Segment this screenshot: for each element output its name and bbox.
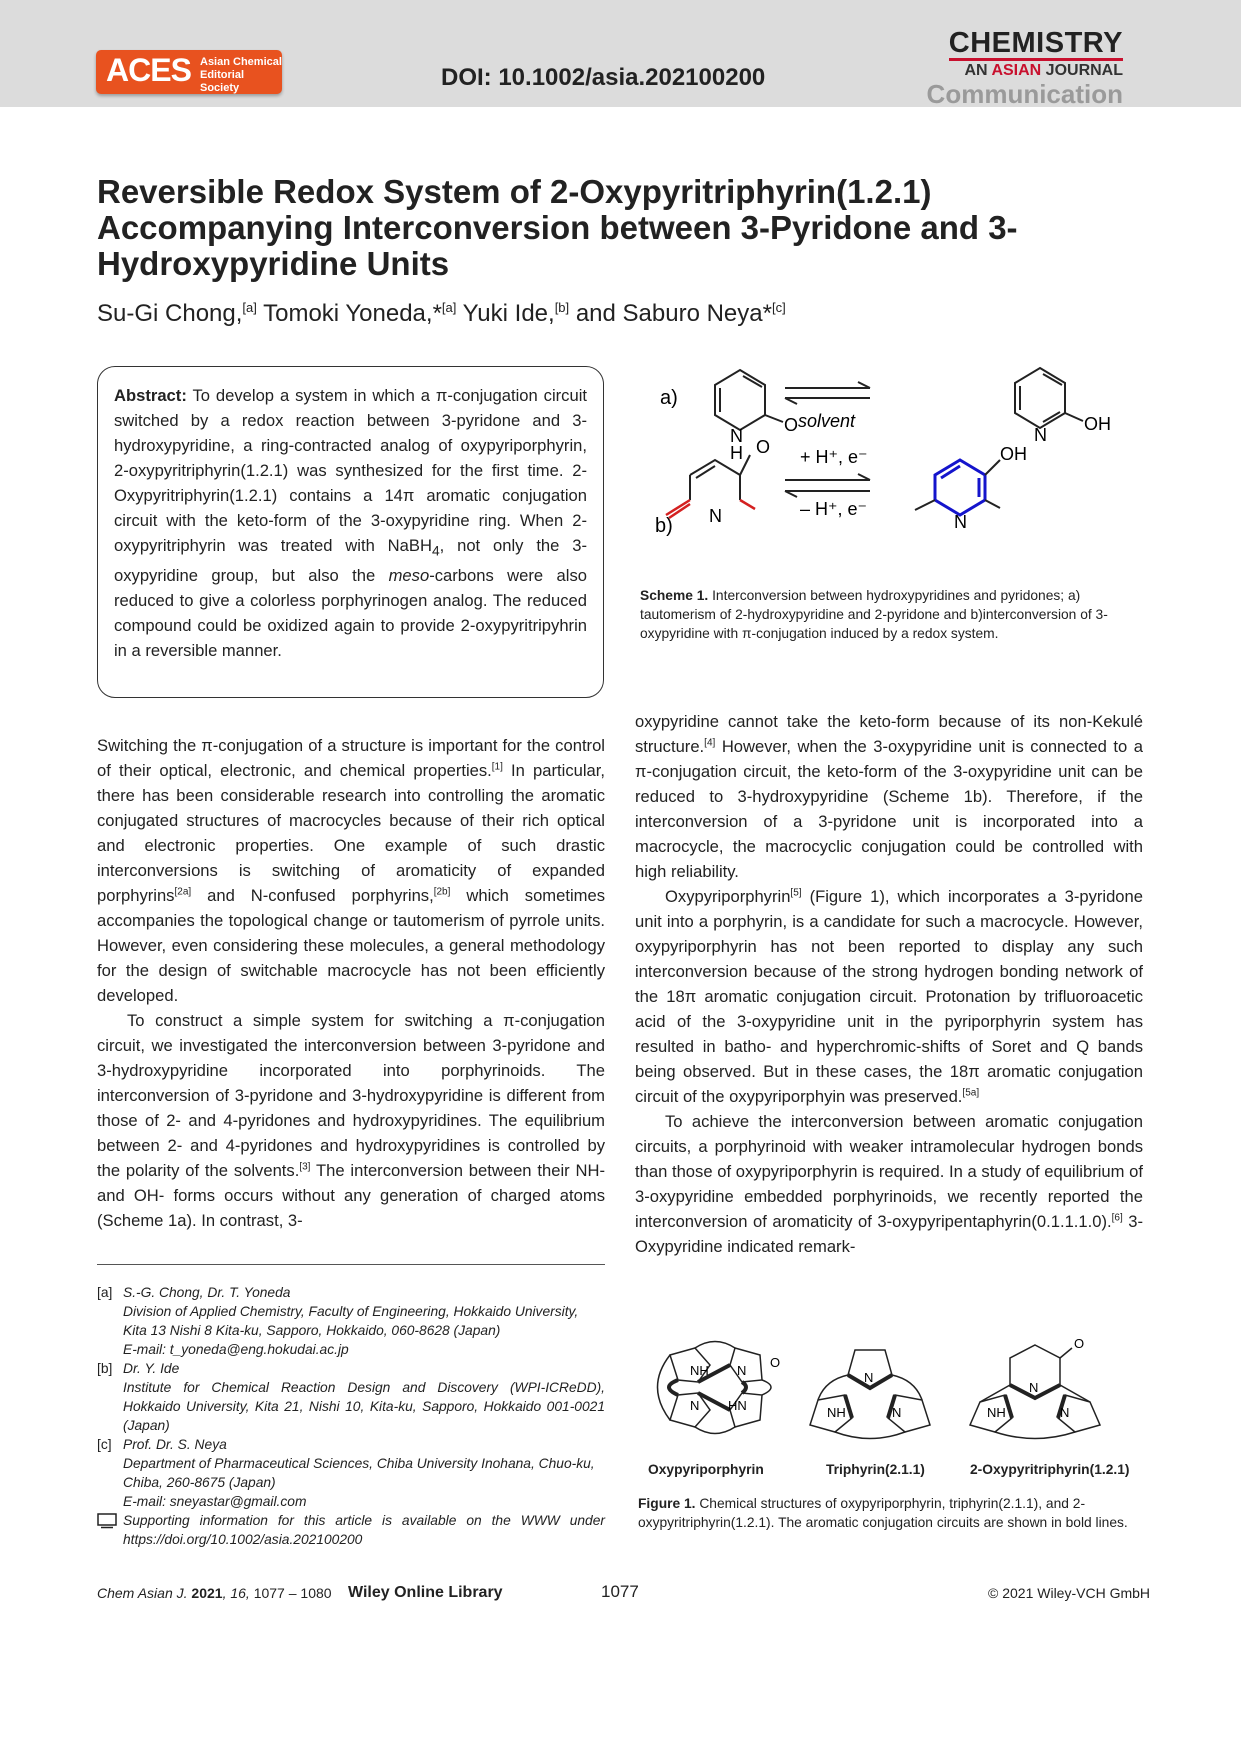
rp2-a: Oxypyriporphyrin	[665, 887, 791, 906]
journal-name-asian	[903, 61, 1123, 81]
fig-opp-o: O	[770, 1355, 781, 1370]
fig-opt-n2: N	[1060, 1405, 1070, 1420]
doi-link[interactable]: DOI: 10.1002/asia.202100200	[441, 64, 766, 91]
fn-a-email[interactable]: E-mail: t_yoneda@eng.hokudai.ac.jp	[123, 1342, 349, 1357]
hydroxypyridine-b-conjugation	[935, 460, 985, 515]
fn-c-names: Prof. Dr. S. Neya	[123, 1437, 227, 1452]
fn-a-names: S.-G. Chong, Dr. T. Yoneda	[123, 1285, 291, 1300]
fn-a-label: [a]	[97, 1285, 113, 1300]
j2-b: ASIAN	[991, 62, 1042, 79]
figure-1-caption	[638, 1494, 1144, 1532]
footer-library[interactable]: Wiley Online Library	[348, 1584, 503, 1601]
pyridone-b-n: N	[709, 506, 722, 526]
author-list	[97, 300, 786, 328]
fig-opt-nh: NH	[987, 1405, 1006, 1420]
fn-c-address: Department of Pharmaceutical Sciences, Chiba University Inohana, Chuo-ku, Chiba, 260-8675 (Japan)	[123, 1456, 595, 1490]
ref-2a[interactable]: [2a]	[174, 886, 192, 898]
fig-opt-n1: N	[1029, 1380, 1039, 1395]
author-1: Su-Gi Chong,	[97, 300, 243, 327]
ref-4[interactable]: [4]	[704, 737, 716, 749]
aces-logo-subtext	[200, 56, 282, 95]
oxypyriporphyrin-structure	[658, 1342, 772, 1434]
fig-opp-n2: N	[690, 1398, 700, 1413]
ref-3[interactable]: [3]	[299, 1161, 311, 1173]
fn-b-names: Dr. Y. Ide	[123, 1361, 180, 1376]
hydroxypyridine-n: N	[1034, 425, 1047, 445]
body-left-column	[97, 733, 605, 1233]
pyridone-structure	[715, 370, 783, 430]
scheme-1-diagram	[650, 360, 1150, 560]
footnote-c	[97, 1435, 605, 1511]
hydroxypyridine-b-oh: OH	[1000, 444, 1027, 464]
ref-2b[interactable]: [2b]	[433, 886, 451, 898]
hydroxypyridine-structure	[1015, 368, 1083, 428]
pyridone-o: O	[784, 415, 799, 435]
fig-tri-n2: N	[892, 1405, 902, 1420]
triphyrin-structure	[810, 1350, 930, 1439]
abstract-meso: meso	[388, 566, 430, 586]
fn-b-label: [b]	[97, 1361, 113, 1376]
affiliation-footnotes	[97, 1283, 605, 1549]
page-number: 1077	[601, 1582, 639, 1601]
author-4-aff: [c]	[771, 300, 786, 315]
equilibrium-arrows-a	[785, 382, 870, 404]
rp3-b: 3-Oxypyridine indicated remark-	[635, 1212, 1143, 1256]
article-type: Communication	[926, 79, 1123, 109]
lp2-b: The interconversion between their NH- and OH- forms occurs without any generation of charged atoms (Scheme 1a). In contrast, 3-	[97, 1161, 605, 1230]
j2-a: AN	[964, 62, 992, 79]
scheme-1-caption	[640, 586, 1140, 643]
rp1-a: oxypyridine cannot take the keto-form because of its non-Kekulé structure.	[635, 712, 1143, 756]
scheme-caption-text: Interconversion between hydroxypyridines and pyridones; a) tautomerism of 2-hydroxypyridine and 2-pyridone and b)interconversion of 3-oxypyridine with π-conjugation induced by a redox system.	[640, 588, 1108, 641]
scheme-label-b: b)	[655, 515, 673, 537]
fig-tri-n1: N	[864, 1370, 874, 1385]
author-3: Yuki Ide,	[456, 300, 555, 327]
hydroxypyridine-b-n: N	[954, 512, 967, 532]
fig1-name-oxypyritriphyrin: 2-Oxypyritriphyrin(1.2.1)	[970, 1462, 1130, 1477]
rp3-a: To achieve the interconversion between aromatic conjugation circuits, a porphyrinoid with weaker intramolecular hydrogen bonds than those of oxypyriporphyrin is required. In a study of equilibrium of 3-oxypyridine embedded porphyrinoids, we recently reported the interconversion of aromaticity of 3-oxypyripentaphyrin(0.1.1.1.0).	[635, 1112, 1143, 1231]
author-3-aff: [b]	[554, 300, 570, 315]
body-right-column	[635, 709, 1143, 1259]
footer-pages: 1077 – 1080	[249, 1585, 332, 1601]
figure-1-structures	[640, 1330, 1150, 1480]
abstract-part3: -carbons were also reduced to give a colorless porphyrinogen analog. The reduced compound could be oxidized again to provide 2-oxypyritripyhrin in a reversible manner.	[114, 566, 587, 661]
fn-c-email[interactable]: E-mail: sneyastar@gmail.com	[123, 1494, 307, 1509]
abstract-text	[114, 383, 587, 663]
fig-opp-hn: HN	[728, 1398, 747, 1413]
rp2-b: (Figure 1), which incorporates a 3-pyridone unit into a porphyrin, is a candidate for such a macrocycle. However, oxypyriporphyrin has not been reported to display any such interconversion because of the strong hydrogen bonding network of the 18π aromatic conjugation circuit. Protonation by trifluoroacetic acid of the 3-oxypyridine unit in the pyriporphyrin system has resulted in batho- and hyperchromic-shifts of Soret and Q bands being observed. But in these cases, the 18π aromatic conjugation circuit of the oxypyriporphyin was preserved.	[635, 887, 1143, 1106]
pyridone-n: N	[730, 426, 743, 446]
left-para-2	[97, 1008, 605, 1233]
fig-opp-nh: NH	[690, 1363, 709, 1378]
right-para-2	[635, 884, 1143, 1109]
aces-logo	[96, 50, 282, 94]
aces-logo-text: ACES	[106, 52, 191, 88]
fn-a-address: Division of Applied Chemistry, Faculty of Engineering, Hokkaido University, Kita 13 Nishi 8 Kita-ku, Sapporo, Hokkaido, 060-8628 (Japan)	[123, 1304, 579, 1338]
abstract-part1: To develop a system in which a π-conjugation circuit switched by a redox reaction between 3-pyridone and 3-hydroxypyridine, a ring-contracted analog of oxypyriporphyrin, 2-oxypyritriphyrin(1.2.1) was synthesized for the first time. 2-Oxypyritriphyrin(1.2.1) contains a 14π aromatic conjugation circuit with the keto-form of the 3-oxypyridine ring. When 2-oxypyritriphyrin was treated with NaBH	[114, 386, 587, 555]
pyridone-h: H	[730, 443, 743, 463]
journal-logo	[903, 28, 1123, 107]
supporting-info-text[interactable]: Supporting information for this article is available on the WWW under https://doi.org/10.1002/asia.202100200	[123, 1513, 605, 1547]
abstract-box	[97, 366, 604, 698]
lp1-b: In particular, there has been considerable research into controlling the aromatic conjugated structures of macrocycles because of their rich optical and electronic properties. One example of such drastic interconversions is switching of aromaticity of expanded porphyrins	[97, 761, 605, 905]
equilibrium-arrows-b	[785, 474, 870, 497]
fn-c-label: [c]	[97, 1437, 112, 1452]
footer-year: 2021	[187, 1585, 223, 1601]
footnote-divider	[97, 1264, 605, 1265]
supporting-info	[97, 1511, 605, 1549]
lp1-c: and N-confused porphyrins,	[191, 886, 434, 905]
hydroxypyridine-oh: OH	[1084, 414, 1111, 434]
lp1-d: which sometimes accompanies the topological change or tautomerism of pyrrole units. However, even considering these molecules, a general methodology for the design of switchable macrocycle has not been efficiently developed.	[97, 886, 605, 1005]
abstract-sub: 4	[431, 542, 440, 559]
abstract-part2: , not only the 3-oxypyridine group, but also the	[114, 536, 587, 586]
fig-tri-nh: NH	[827, 1405, 846, 1420]
ref-5[interactable]: [5]	[790, 887, 802, 899]
ref-5a[interactable]: [5a]	[962, 1087, 980, 1099]
fig-opp-n1: N	[737, 1363, 747, 1378]
reduction-label: + H⁺, e⁻	[800, 447, 868, 467]
left-para-1	[97, 733, 605, 1008]
footer-copyright: © 2021 Wiley-VCH GmbH	[988, 1585, 1151, 1601]
aces-sub-line2: Editorial Society	[200, 69, 245, 94]
author-1-aff: [a]	[242, 300, 257, 315]
pyridone-b-o: O	[756, 437, 771, 457]
j2-c: JOURNAL	[1041, 62, 1123, 79]
ref-6[interactable]: [6]	[1111, 1212, 1123, 1224]
fig1-name-oxypyriporphyrin: Oxypyriporphyrin	[648, 1462, 764, 1477]
article-title: Reversible Redox System of 2-Oxypyritriphyrin(1.2.1) Accompanying Interconversion between 3-Pyridone and 3-Hydroxypyridine Units	[97, 173, 1018, 282]
aces-sub-line1: Asian Chemical	[200, 56, 282, 68]
author-2: Tomoki Yoneda,*	[256, 300, 442, 327]
rp1-b: However, when the 3-oxypyridine unit is connected to a π-conjugation circuit, the keto-form of the 3-oxypyridine unit can be reduced to 3-hydroxypyridine (Scheme 1b). Therefore, if the interconversion of a 3-pyridone unit is incorporated into a macrocycle, the macrocyclic conjugation could be controlled with high reliability.	[635, 737, 1143, 881]
fig1-name-triphyrin: Triphyrin(2.1.1)	[826, 1462, 925, 1477]
author-4: and Saburo Neya*	[569, 300, 772, 327]
author-2-aff: [a]	[441, 300, 457, 315]
ref-1[interactable]: [1]	[491, 761, 503, 773]
fn-b-address: Institute for Chemical Reaction Design and Discovery (WPI-ICReDD), Hokkaido University, Kita 21, Nishi 10, Kita-ku, Sapporo, Hokkaido 001-0021 (Japan)	[123, 1380, 605, 1433]
footer-vol: , 16,	[222, 1585, 250, 1601]
abstract-label: Abstract:	[114, 386, 187, 405]
footnote-a	[97, 1283, 605, 1359]
right-para-1	[635, 709, 1143, 884]
oxidation-label: – H⁺, e⁻	[800, 499, 868, 519]
footer-citation	[97, 1585, 332, 1601]
computer-icon	[97, 1513, 117, 1529]
footer-journal: Chem Asian J.	[97, 1585, 188, 1601]
lp1-a: Switching the π-conjugation of a structure is important for the control of their optical, electronic, and chemical properties.	[97, 736, 605, 780]
fig-caption-label: Figure 1.	[638, 1496, 696, 1511]
journal-name-chemistry: CHEMISTRY	[948, 27, 1123, 59]
lp2-a: To construct a simple system for switching a π-conjugation circuit, we investigated the interconversion between 3-pyridone and 3-hydroxypyridine incorporated into porphyrinoids. The interconversion of 3-pyridone and 3-hydroxypyridine is different from those of 2- and 4-pyridones and hydroxypyridines. The equilibrium between 2- and 4-pyridones and hydroxypyridines is controlled by the polarity of the solvents.	[97, 1011, 605, 1180]
scheme-label-a: a)	[660, 387, 678, 409]
right-para-3	[635, 1109, 1143, 1259]
fig-opt-o: O	[1074, 1336, 1085, 1351]
fig-caption-text: Chemical structures of oxypyriporphyrin, triphyrin(2.1.1), and 2-oxypyritriphyrin(1.2.1). The aromatic conjugation circuits are shown in bold lines.	[638, 1496, 1128, 1530]
footnote-b	[97, 1359, 605, 1435]
scheme-caption-label: Scheme 1.	[640, 588, 709, 603]
solvent-label: solvent	[798, 411, 856, 431]
